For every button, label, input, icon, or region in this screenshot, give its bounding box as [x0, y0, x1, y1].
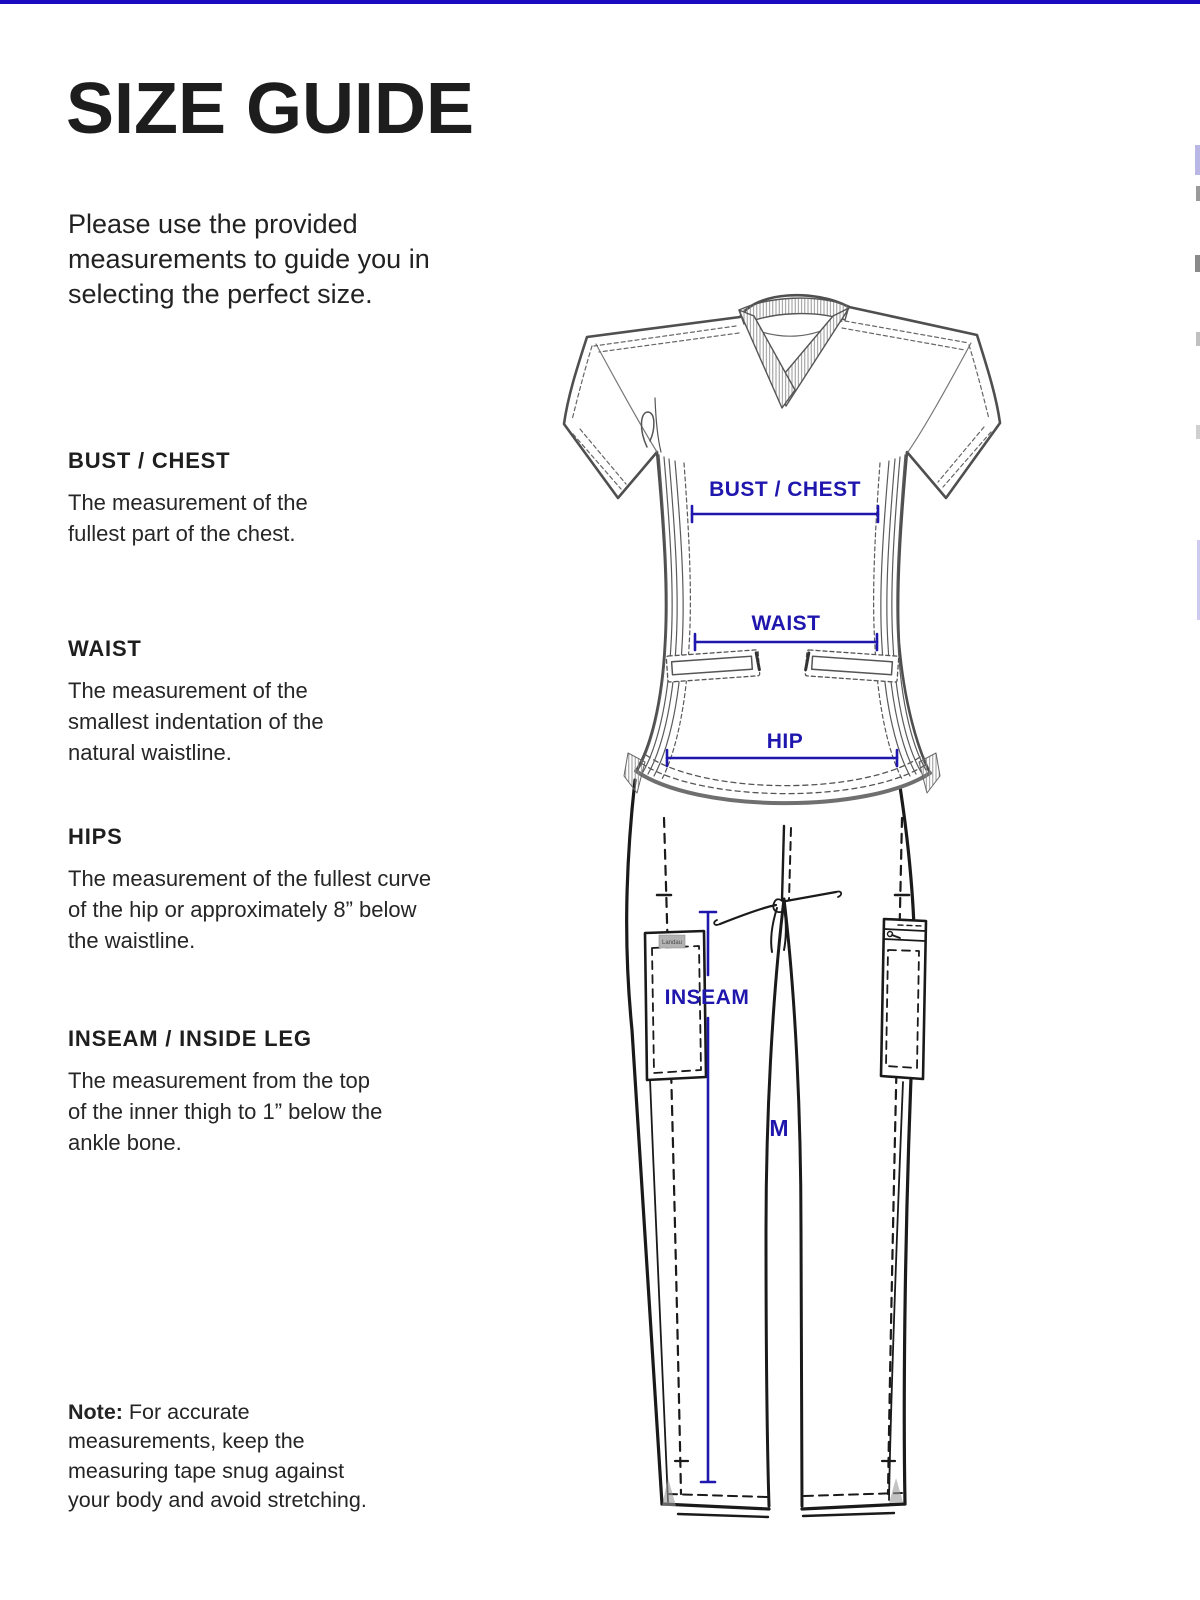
section-inseam-description: The measurement from the top of the inner thigh to 1” below the ankle bone. [68, 1068, 383, 1155]
size-m-label: M [769, 1115, 789, 1141]
section-waist-description: The measurement of the smallest indentation of the natural waistline. [68, 678, 324, 765]
note-label: Note: [68, 1399, 123, 1424]
section-inseam-title: INSEAM / INSIDE LEG [68, 1026, 312, 1051]
section-waist-title: WAIST [68, 636, 142, 661]
page-title: SIZE GUIDE [66, 69, 475, 149]
inseam-label: INSEAM [664, 986, 750, 1009]
scrub-pants-drawing [627, 780, 926, 1517]
scrub-top-drawing [564, 295, 1000, 803]
section-hips-description: The measurement of the fullest curve of the hip or approximately 8” below the waistline. [68, 866, 432, 953]
note-text: For accurate measurements, keep the measuring tape snug against your body and avoid stretching. [68, 1399, 367, 1512]
waist-label: WAIST [751, 612, 821, 635]
bust-label: BUST / CHEST [709, 478, 861, 501]
section-bust-chest-title: BUST / CHEST [68, 448, 231, 473]
brand-tag: Landau [661, 940, 683, 946]
section-bust-chest-description: The measurement of the fullest part of the chest. [68, 490, 308, 546]
hip-label: HIP [766, 730, 804, 753]
right-cargo-pocket [881, 919, 926, 1079]
drawstring [714, 892, 841, 952]
intro-text: Please use the provided measurements to guide you in selecting the perfect size. [68, 209, 430, 309]
section-hips-title: HIPS [68, 824, 123, 849]
